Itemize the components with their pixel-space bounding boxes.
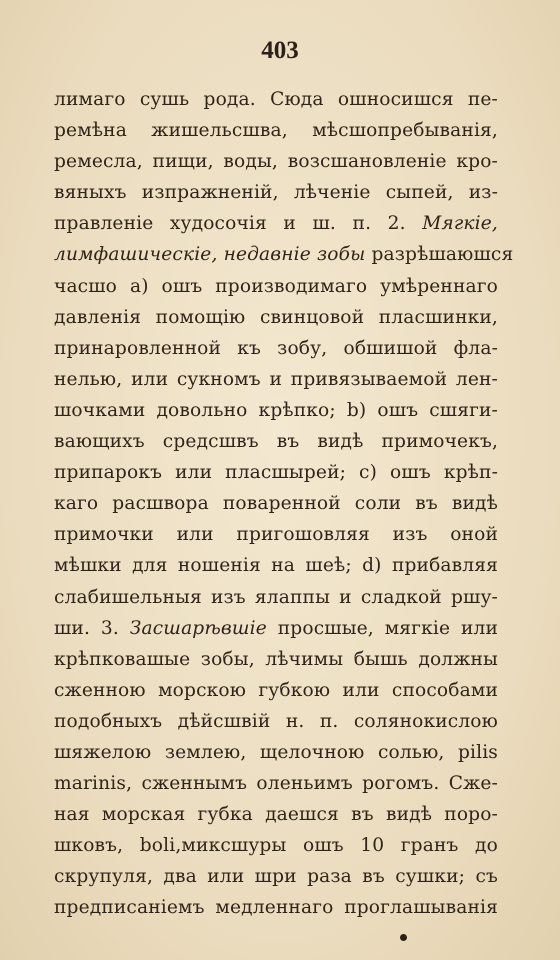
text-line: marinis, сженнымъ оленьимъ рогомъ. Сже- <box>54 773 498 795</box>
text-line: правленіе худосочія и ш. п. 2. Мягкіе, <box>54 213 498 235</box>
italic-phrase: Засшарѣвшіе <box>129 617 267 639</box>
text-line: мѣшки для ношенія на шеѣ; d) прибавляя <box>54 555 498 577</box>
italic-phrase: лимфашическіе, недавніе зобы <box>54 244 366 266</box>
text-line: шочками довольно крѣпко; b) ошъ сшяги- <box>54 399 498 421</box>
text-line: слабишельныя изъ ялаппы и сладкой ршу- <box>54 586 498 608</box>
text-line: припарокъ или пласшырей; c) ошъ крѣп- <box>54 462 498 484</box>
text-line: лимаго сушь рода. Сюда ошносишся пе- <box>54 89 498 110</box>
text-line: крѣпковашые зобы, лѣчимы бышь должны <box>54 648 498 670</box>
text-line: ная морская губка даешся въ видѣ поро- <box>54 804 498 826</box>
text-line: вяныхъ изпражненій, лѣченіе сыпей, из- <box>54 182 498 204</box>
text-line: подобныхъ дѣйсшвій н. п. солянокислою <box>54 710 498 732</box>
text-line: лимфашическіе, недавніе зобы разрѣшаюшся <box>54 244 514 266</box>
text-line: нелью, или сукномъ и привязываемой лен- <box>54 368 498 390</box>
page-number: 403 <box>261 37 299 64</box>
text-line: сженною морскою губкою или способами <box>54 679 498 701</box>
text-line: часшо a) ошъ производимаго умѣреннаго <box>54 275 498 297</box>
text-line: ши. 3. Засшарѣвшіе просшые, мягкіе или <box>54 617 498 639</box>
text-line: каго расшвора поваренной соли въ видѣ <box>54 493 498 515</box>
text-line: примочки или пригошовляя изъ оной <box>54 524 498 546</box>
text-line: предписаніемъ медленнаго проглашыванія <box>54 897 498 919</box>
text-line: скрупуля, два или шри раза въ сушки; съ <box>54 866 498 888</box>
text-line: давленія помощію свинцовой пласшинки, <box>54 306 498 328</box>
text-line: шковъ, boli,миксшуры ошъ 10 гранъ до <box>54 835 498 857</box>
italic-phrase: Мягкіе, <box>422 213 498 235</box>
body-text <box>54 84 514 924</box>
text-line: вающихъ средсшвъ въ видѣ примочекъ, <box>54 431 498 453</box>
text-line: ремѣна жишельсшва, мѣсшопребыванія, <box>54 120 498 142</box>
text-line: ремесла, пищи, воды, возсшановленіе кро- <box>54 151 498 173</box>
text-line: принаровленной къ зобу, обшишой фла- <box>54 337 498 359</box>
text-line: шяжелою землею, щелочною солью, pilis <box>54 741 498 763</box>
printer-mark-dot <box>400 934 407 941</box>
